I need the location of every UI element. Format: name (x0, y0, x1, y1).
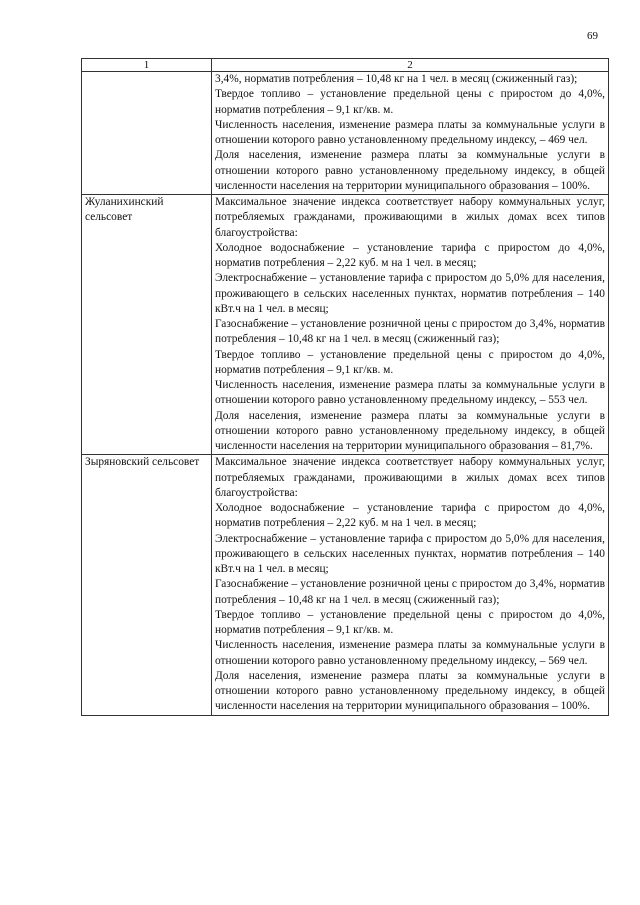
paragraph: Газоснабжение – установление розничной цены с приростом до 3,4%, норматив потребления – 10,48 кг на 1 чел. в месяц (сжиженный газ); (215, 578, 605, 606)
paragraph: Твердое топливо – установление предельной цены с приростом до 4,0%, норматив потребления – 9,1 кг/кв. м. (215, 348, 605, 376)
paragraph: Электроснабжение – установление тарифа с приростом до 5,0% для населения, проживающего в сельских населенных пунктах, норматив потребления – 140 кВт.ч на 1 чел. в месяц; (215, 532, 605, 575)
index-description (212, 455, 609, 715)
paragraph: Максимальное значение индекса соответствует набору коммунальных услуг, потребляемых гражданами, проживающими в жилых домах всех типов благоустройства: (215, 196, 605, 239)
paragraph: Максимальное значение индекса соответствует набору коммунальных услуг, потребляемых гражданами, проживающими в жилых домах всех типов благоустройства: (215, 456, 605, 499)
paragraph: Численность населения, изменение размера платы за коммунальные услуги в отношении которого равно установленному предельному индексу, – 553 чел. (215, 379, 605, 407)
table-header-row (82, 59, 609, 72)
table-row (82, 195, 609, 455)
column-header: 1 (82, 59, 212, 72)
table-row (82, 72, 609, 195)
municipality-name (82, 72, 212, 195)
indicator-table (81, 58, 609, 716)
paragraph: Доля населения, изменение размера платы за коммунальные услуги в отношении которого равно установленному предельному индексу, в общей численности населения на территории муниципального образования – 81,7%. (215, 409, 605, 452)
index-description (212, 195, 609, 455)
municipality-name: Зыряновский сельсовет (82, 455, 212, 715)
paragraph: Электроснабжение – установление тарифа с приростом до 5,0% для населения, проживающего в сельских населенных пунктах, норматив потребления – 140 кВт.ч на 1 чел. в месяц; (215, 272, 605, 315)
column-header: 2 (212, 59, 609, 72)
page-number: 69 (587, 30, 598, 42)
paragraph: Газоснабжение – установление розничной цены с приростом до 3,4%, норматив потребления – 10,48 кг на 1 чел. в месяц (сжиженный газ); (215, 318, 605, 346)
paragraph: Твердое топливо – установление предельной цены с приростом до 4,0%, норматив потребления – 9,1 кг/кв. м. (215, 88, 605, 116)
table-row (82, 455, 609, 715)
paragraph: Численность населения, изменение размера платы за коммунальные услуги в отношении которого равно установленному предельному индексу, – 569 чел. (215, 639, 605, 667)
paragraph: 3,4%, норматив потребления – 10,48 кг на 1 чел. в месяц (сжиженный газ); (215, 73, 578, 85)
paragraph: Численность населения, изменение размера платы за коммунальные услуги в отношении которого равно установленному предельному индексу, – 469 чел. (215, 118, 605, 146)
paragraph: Доля населения, изменение размера платы за коммунальные услуги в отношении которого равно установленному предельному индексу, в общей численности населения на территории муниципального образования – 100%. (215, 149, 605, 192)
paragraph: Доля населения, изменение размера платы за коммунальные услуги в отношении которого равно установленному предельному индексу, в общей численности населения на территории муниципального образования – 100%. (215, 669, 605, 713)
index-description (212, 72, 609, 195)
paragraph: Твердое топливо – установление предельной цены с приростом до 4,0%, норматив потребления – 9,1 кг/кв. м. (215, 608, 605, 636)
paragraph: Холодное водоснабжение – установление тарифа с приростом до 4,0%, норматив потребления – 2,22 куб. м на 1 чел. в месяц; (215, 241, 605, 269)
paragraph: Холодное водоснабжение – установление тарифа с приростом до 4,0%, норматив потребления – 2,22 куб. м на 1 чел. в месяц; (215, 502, 605, 530)
municipality-name: Жуланихинский сельсовет (82, 195, 212, 455)
